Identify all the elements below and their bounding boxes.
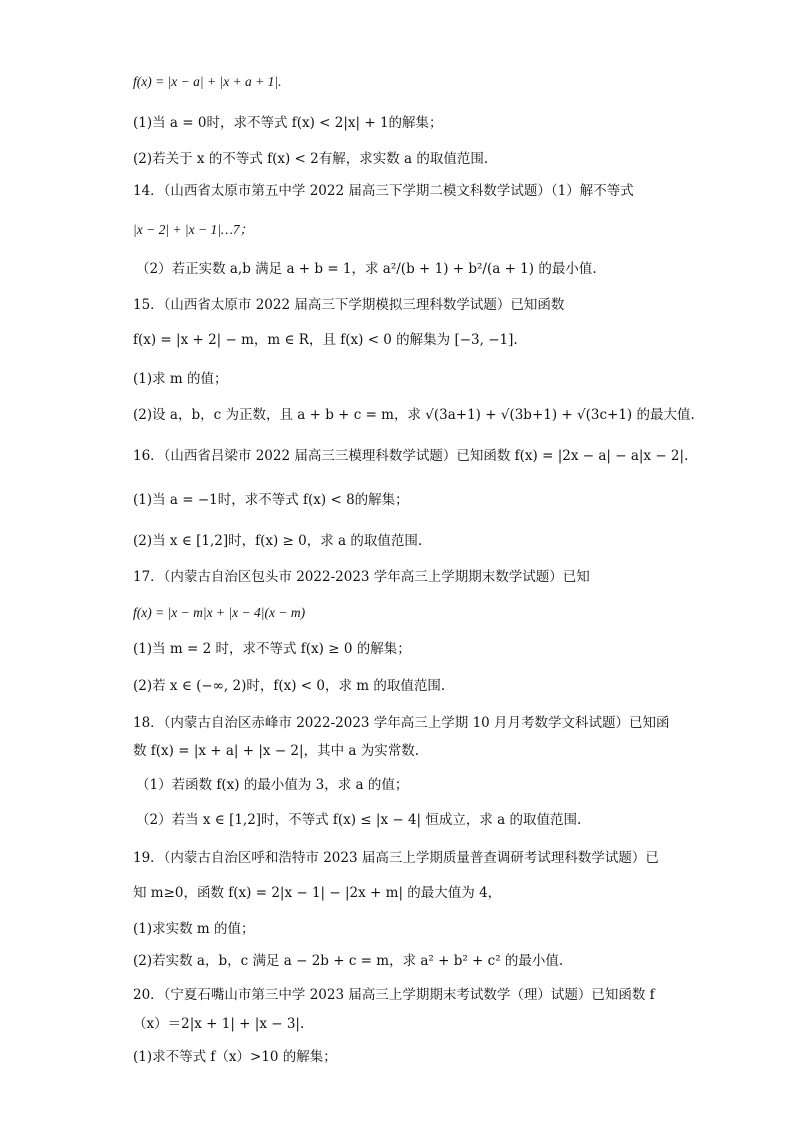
q19-part2: (2)若实数 a，b，c 满足 a − 2b + c = m，求 a² + b² + c² 的最小值. <box>133 953 564 969</box>
formula-line-fx: f(x) = |x − a| + |x + a + 1|. <box>133 74 282 89</box>
q17-function: f(x) = |x − m|x + |x − 4|(x − m) <box>133 605 306 620</box>
q14-inequality: |x − 2| + |x − 1|…7； <box>133 222 254 237</box>
q18-header: 18．（内蒙古自治区赤峰市 2022-2023 学年高三上学期 10 月月考数学文科试题）已知函 <box>133 715 670 731</box>
q14-part2: （2）若正实数 a,b 满足 a + b = 1，求 a²/(b + 1) + b²/(a + 1) 的最小值. <box>136 261 597 277</box>
q20-part1: (1)求不等式 f（x）>10 的解集； <box>133 1049 337 1065</box>
q15-header: 15．（山西省太原市 2022 届高三下学期模拟三理科数学试题）已知函数 <box>133 297 565 313</box>
q17-header: 17．（内蒙古自治区包头市 2022-2023 学年高三上学期期末数学试题）已知 <box>133 569 590 585</box>
q17-part1: (1)当 m = 2 时，求不等式 f(x) ≥ 0 的解集； <box>133 641 411 657</box>
q19-function: 知 m≥0，函数 f(x) = 2|x − 1| − |2x + m| 的最大值为 4， <box>133 885 502 901</box>
q19-part1: (1)求实数 m 的值； <box>133 921 255 937</box>
q18-part1: （1）若函数 f(x) 的最小值为 3，求 a 的值； <box>136 777 409 793</box>
q20-function: （x）＝2|x + 1| + |x − 3|. <box>133 1016 305 1032</box>
q17-part2: (2)若 x ∈ (−∞, 2)时，f(x) < 0，求 m 的取值范围. <box>133 678 446 694</box>
q15-part1: (1)求 m 的值； <box>133 371 228 387</box>
q16-part2: (2)当 x ∈ [1,2]时，f(x) ≥ 0，求 a 的取值范围. <box>133 533 423 549</box>
q13-part2: (2)若关于 x 的不等式 f(x) < 2有解，求实数 a 的取值范围. <box>133 151 489 167</box>
q16-header: 16．（山西省吕梁市 2022 届高三三模理科数学试题）已知函数 f(x) = |2x − a| − a|x − 2|. <box>133 448 689 464</box>
q18-function: 数 f(x) = |x + a| + |x − 2|，其中 a 为实常数. <box>133 743 419 759</box>
q14-header: 14．（山西省太原市第五中学 2022 届高三下学期二模文科数学试题）（1）解不等式 <box>133 183 634 199</box>
q19-header: 19．（内蒙古自治区呼和浩特市 2023 届高三上学期质量普查调研考试理科数学试题）已 <box>133 850 659 866</box>
q18-part2: （2）若当 x ∈ [1,2]时，不等式 f(x) ≤ |x − 4| 恒成立，求 a 的取值范围. <box>136 812 582 828</box>
q16-part1: (1)当 a = −1时，求不等式 f(x) < 8的解集； <box>133 492 409 508</box>
q15-part2: (2)设 a，b，c 为正数，且 a + b + c = m，求 √(3a+1) + √(3b+1) + √(3c+1) 的最大值. <box>133 407 695 423</box>
q13-part1: (1)当 a = 0时，求不等式 f(x) < 2|x| + 1的解集； <box>133 115 443 131</box>
q20-header: 20．（宁夏石嘴山市第三中学 2023 届高三上学期期末考试数学（理）试题）已知函数 f <box>133 987 655 1003</box>
q15-function: f(x) = |x + 2| − m，m ∈ R，且 f(x) < 0 的解集为 [−3, −1]. <box>133 332 518 348</box>
